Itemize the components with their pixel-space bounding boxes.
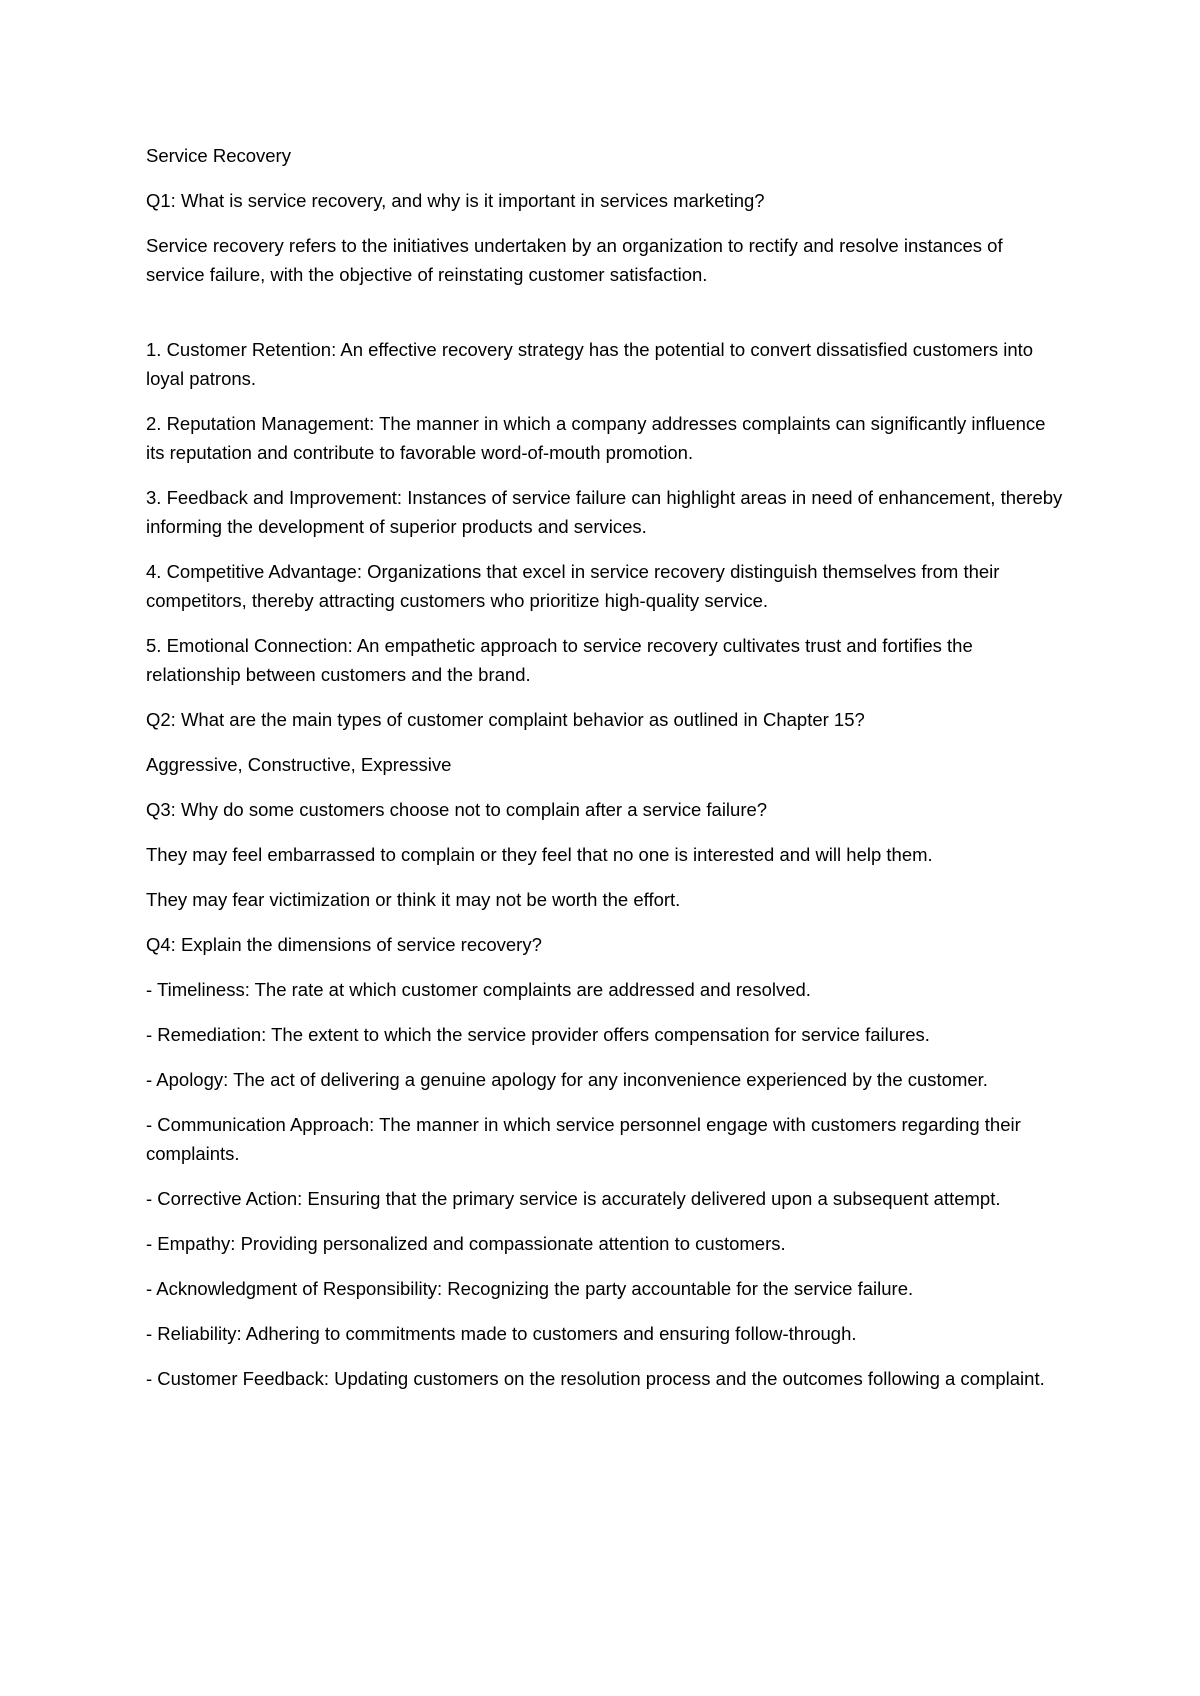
q1-point: 1. Customer Retention: An effective recovery strategy has the potential to convert dissatisfied customers into loyal patrons. [146, 339, 1034, 389]
q4-dimension: - Remediation: The extent to which the service provider offers compensation for service failures. [146, 1024, 930, 1045]
q3-answer: They may feel embarrassed to complain or they feel that no one is interested and will help them. [146, 844, 933, 865]
document-title: Service Recovery [146, 145, 291, 166]
q4-dimension: - Timeliness: The rate at which customer complaints are addressed and resolved. [146, 979, 811, 1000]
q2-answer: Aggressive, Constructive, Expressive [146, 754, 452, 775]
q4-dimension: - Acknowledgment of Responsibility: Recognizing the party accountable for the service failure. [146, 1278, 914, 1299]
q4-dimension: - Empathy: Providing personalized and compassionate attention to customers. [146, 1233, 786, 1254]
q4-question: Q4: Explain the dimensions of service recovery? [146, 934, 542, 955]
q4-dimension: - Communication Approach: The manner in which service personnel engage with customers regarding their complaints. [146, 1114, 1021, 1164]
q3-answer: They may fear victimization or think it may not be worth the effort. [146, 889, 681, 910]
q4-dimension: - Apology: The act of delivering a genuine apology for any inconvenience experienced by the customer. [146, 1069, 988, 1090]
q1-point: 2. Reputation Management: The manner in which a company addresses complaints can significantly influence its reputation and contribute to favorable word-of-mouth promotion. [146, 413, 1046, 463]
q1-question: Q1: What is service recovery, and why is it important in services marketing? [146, 190, 765, 211]
q3-question: Q3: Why do some customers choose not to complain after a service failure? [146, 799, 768, 820]
q1-point: 4. Competitive Advantage: Organizations that excel in service recovery distinguish themselves from their competitors, thereby attracting customers who prioritize high-quality service. [146, 561, 1000, 611]
q1-point: 5. Emotional Connection: An empathetic approach to service recovery cultivates trust and fortifies the relationship between customers and the brand. [146, 635, 973, 685]
q1-point: 3. Feedback and Improvement: Instances of service failure can highlight areas in need of enhancement, thereby informing the development of superior products and services. [146, 487, 1063, 537]
q4-dimension: - Customer Feedback: Updating customers on the resolution process and the outcomes following a complaint. [146, 1368, 1045, 1389]
q4-dimension: - Reliability: Adhering to commitments made to customers and ensuring follow-through. [146, 1323, 857, 1344]
q2-question: Q2: What are the main types of customer complaint behavior as outlined in Chapter 15? [146, 709, 865, 730]
document-body [146, 141, 1066, 1409]
q1-answer: Service recovery refers to the initiatives undertaken by an organization to rectify and resolve instances of service failure, with the objective of reinstating customer satisfaction. [146, 235, 1003, 285]
q4-dimension: - Corrective Action: Ensuring that the primary service is accurately delivered upon a subsequent attempt. [146, 1188, 1001, 1209]
